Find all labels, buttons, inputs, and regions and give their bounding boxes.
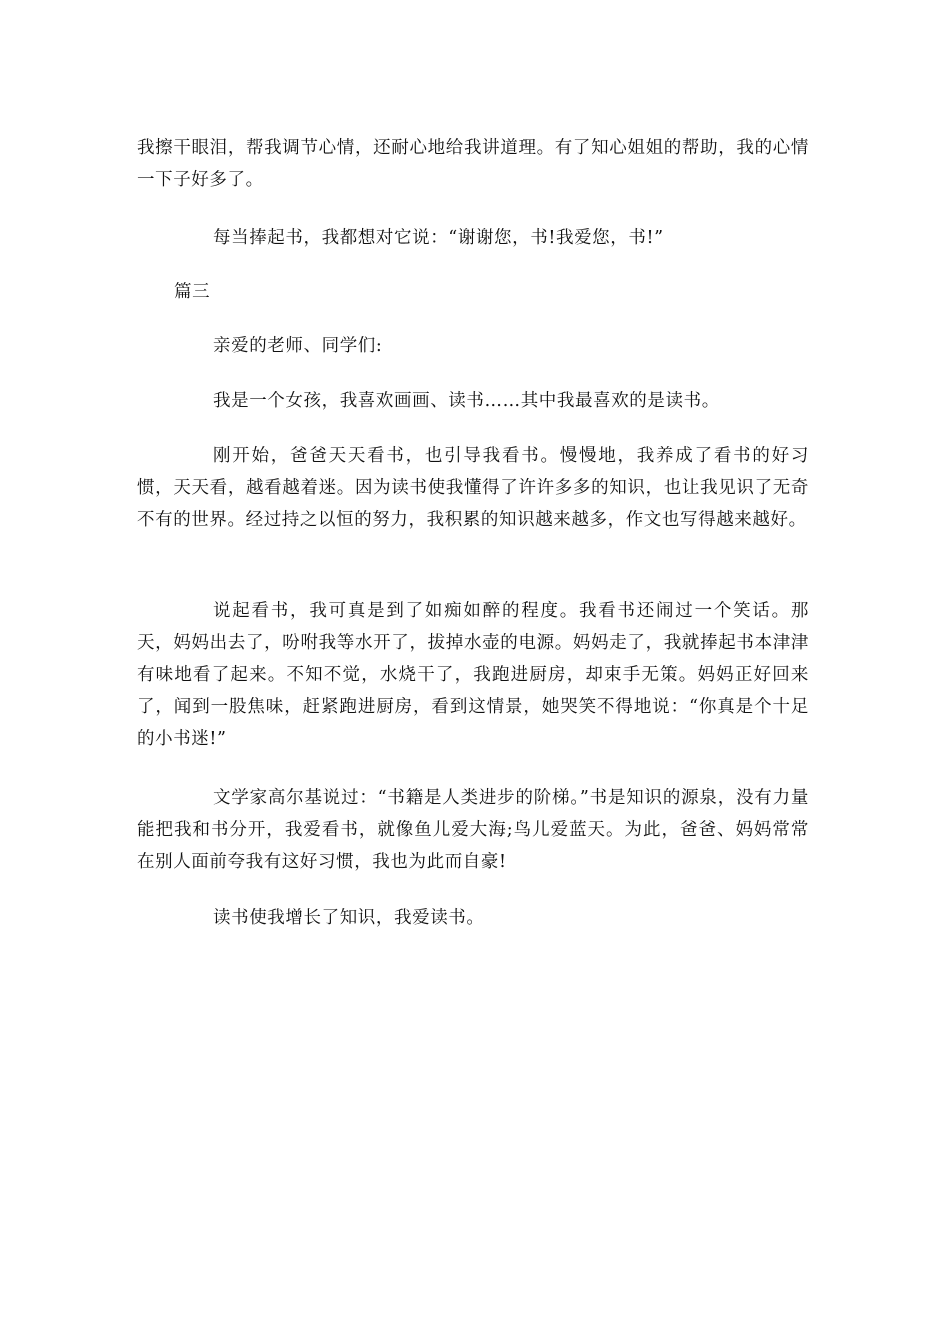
paragraph-intro: 我是一个女孩，我喜欢画画、读书……其中我最喜欢的是读书。 xyxy=(213,391,720,411)
paragraph-reading-habit: 刚开始，爸爸天天看书，也引导我看书。慢慢地，我养成了看书的好习惯，天天看，越看越着迷。因为读书使我懂得了许许多多的知识，也让我见识了无奇不有的世界。经过持之以恒的努力，我积累的知识越来越多，作文也写得越来越好。 xyxy=(137,446,809,530)
paragraph-continuation: 我擦干眼泪，帮我调节心情，还耐心地给我讲道理。有了知心姐姐的帮助，我的心情一下子好多了。 xyxy=(137,138,809,190)
paragraph-gorky-quote: 文学家高尔基说过：“书籍是人类进步的阶梯。”书是知识的源泉，没有力量能把我和书分开，我爱看书，就像鱼儿爱大海;鸟儿爱蓝天。为此，爸爸、妈妈常常在别人面前夸我有这好习惯，我也为此而自豪! xyxy=(137,788,809,872)
paragraph-funny-story: 说起看书，我可真是到了如痴如醉的程度。我看书还闹过一个笑话。那天，妈妈出去了，吩咐我等水开了，拔掉水壶的电源。妈妈走了，我就捧起书本津津有味地看了起来。不知不觉，水烧干了，我跑进厨房，却束手无策。妈妈正好回来了，闻到一股焦味，赶紧跑进厨房，看到这情景，她哭笑不得地说：“你真是个十足的小书迷!” xyxy=(137,601,809,749)
paragraph-greeting: 亲爱的老师、同学们: xyxy=(213,336,383,356)
paragraph-conclusion: 读书使我增长了知识，我爱读书。 xyxy=(213,908,485,928)
section-heading: 篇三 xyxy=(174,282,211,302)
paragraph-thanks-book: 每当捧起书，我都想对它说：“谢谢您，书!我爱您，书!” xyxy=(213,228,664,248)
